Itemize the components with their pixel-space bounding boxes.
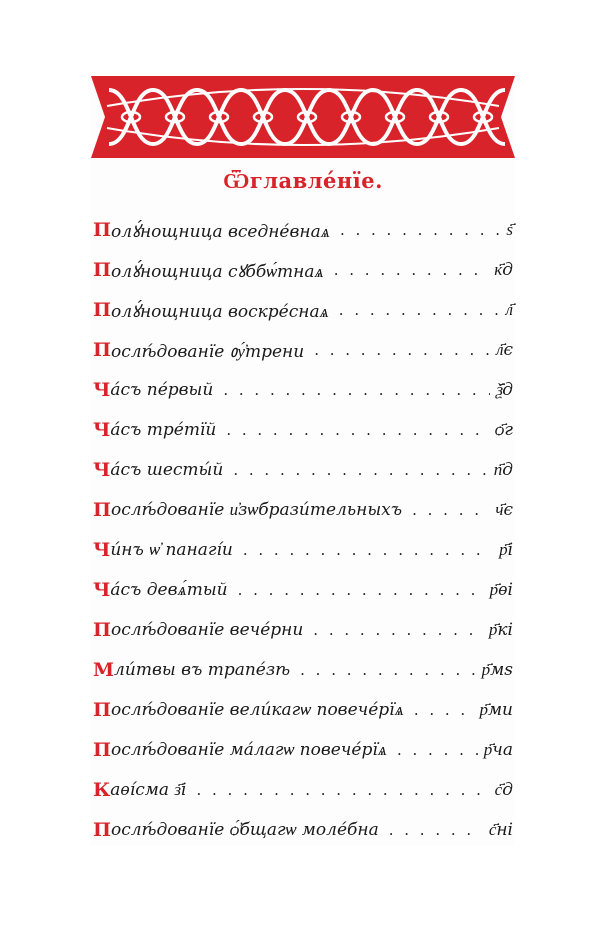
- toc-entry-initial: П: [93, 619, 111, 641]
- toc-entry-page: ѯ҃д: [495, 380, 513, 400]
- leader-dots: [334, 261, 489, 279]
- toc-entry-initial: П: [93, 699, 111, 721]
- leader-dots: [414, 701, 474, 719]
- toc-entry[interactable]: [93, 530, 517, 570]
- leader-dots: [196, 781, 488, 799]
- toc-entry-initial: П: [93, 819, 111, 841]
- toc-entry[interactable]: [93, 690, 517, 730]
- leader-dots: [233, 461, 487, 479]
- leader-dots: [300, 661, 476, 679]
- toc-entry-initial: Ч: [93, 579, 111, 601]
- leader-dots: [389, 821, 483, 839]
- toc-entry[interactable]: [93, 650, 517, 690]
- toc-entry-title: ослѣ́дованїе ѻ҆́бщагѡ моле́бна: [110, 820, 379, 840]
- toc-entry-initial: К: [93, 779, 111, 801]
- toc-entry-initial: П: [93, 259, 111, 281]
- toc-entry-initial: П: [93, 299, 111, 321]
- toc-entry-initial: Ч: [93, 539, 111, 561]
- toc-entry[interactable]: [93, 770, 517, 810]
- toc-entry-page: п҃д: [493, 460, 513, 480]
- toc-entry-page: р҃кі: [488, 620, 513, 640]
- toc-entry-page: р҃ча: [483, 740, 513, 760]
- toc-entry-initial: П: [93, 499, 111, 521]
- toc-entry-initial: Ч: [93, 379, 111, 401]
- toc-entry-title: ослѣ́дованїе вече́рни: [110, 620, 304, 640]
- toc-entry[interactable]: [93, 210, 517, 250]
- toc-entry[interactable]: [93, 410, 517, 450]
- page-title: Ѿглавле́нїе.: [223, 168, 383, 193]
- leader-dots: [238, 581, 484, 599]
- toc-entry[interactable]: [93, 450, 517, 490]
- leader-dots: [314, 341, 490, 359]
- toc-entry-title: ослѣ́дованїе ма́лагѡ повече́рїѧ: [110, 740, 387, 760]
- toc-entry-initial: Ч: [93, 419, 111, 441]
- celtic-knot-border-icon: [91, 76, 515, 158]
- toc-entry-initial: Ч: [93, 459, 111, 481]
- toc-entry[interactable]: [93, 610, 517, 650]
- leader-dots: [313, 621, 483, 639]
- leader-dots: [226, 421, 488, 439]
- toc-entry-title: а́съ тре́тїй: [110, 420, 217, 440]
- toc-entry-title: аѳі́сма з҃і: [110, 780, 187, 800]
- toc-entry-title: ли́твы въ трапе́зѣ: [114, 660, 291, 680]
- toc-entry-title: а́съ девѧ́тый: [110, 580, 228, 600]
- toc-entry-initial: П: [93, 339, 111, 361]
- toc-entry-page: р҃ѳі: [489, 580, 513, 600]
- toc-entry-title: и́нъ ѡ҆ панагі́и: [110, 540, 233, 560]
- leader-dots: [412, 501, 489, 519]
- toc-entry-title: олꙋ́нощница сꙋббѡ́тнаѧ: [110, 261, 324, 282]
- toc-entry-initial: П: [93, 739, 111, 761]
- toc-entry-title: а́съ шесты́й: [110, 460, 224, 480]
- toc-entry-title: а́съ пе́рвый: [110, 380, 214, 400]
- toc-entry-title: ослѣ́дованїе вели́кагѡ повече́рїѧ: [110, 700, 404, 720]
- toc-entry-page: р҃мѕ: [481, 660, 513, 680]
- toc-entry-initial: М: [93, 659, 115, 681]
- toc-entry[interactable]: [93, 810, 517, 850]
- toc-entry[interactable]: [93, 290, 517, 330]
- toc-entry-page: к҃д: [494, 260, 513, 280]
- toc-entry[interactable]: [93, 730, 517, 770]
- table-of-contents: [93, 210, 517, 850]
- toc-entry-page: р҃і: [499, 540, 513, 560]
- toc-entry-title: олꙋ́нощница воскре́снаѧ: [110, 301, 329, 322]
- toc-entry-page: р҃ми: [479, 700, 513, 720]
- leader-dots: [397, 741, 478, 759]
- toc-entry[interactable]: [93, 490, 517, 530]
- toc-entry-title: ослѣ́дованїе и҆зѡбрази́тельныхъ: [110, 500, 403, 520]
- toc-entry-page: л҃: [505, 300, 513, 320]
- toc-entry[interactable]: [93, 370, 517, 410]
- leader-dots: [339, 301, 500, 319]
- toc-entry[interactable]: [93, 570, 517, 610]
- toc-entry[interactable]: [93, 330, 517, 370]
- toc-entry-page: с҃ні: [488, 820, 513, 840]
- toc-entry-page: ч҃є: [495, 500, 513, 520]
- toc-entry-title: ослѣ́дованїе ᲂу҆́трени: [110, 341, 305, 362]
- leader-dots: [340, 221, 500, 239]
- toc-entry-title: олꙋ́нощница вседне́внаѧ: [110, 221, 330, 242]
- toc-entry-page: ѻ҃г: [494, 420, 513, 440]
- leader-dots: [243, 541, 493, 559]
- toc-entry-page: ѕ҃: [506, 220, 513, 240]
- leader-dots: [223, 381, 489, 399]
- toc-entry-page: л҃є: [496, 340, 513, 360]
- toc-entry-initial: П: [93, 219, 111, 241]
- toc-entry-page: с҃д: [494, 780, 513, 800]
- toc-entry[interactable]: [93, 250, 517, 290]
